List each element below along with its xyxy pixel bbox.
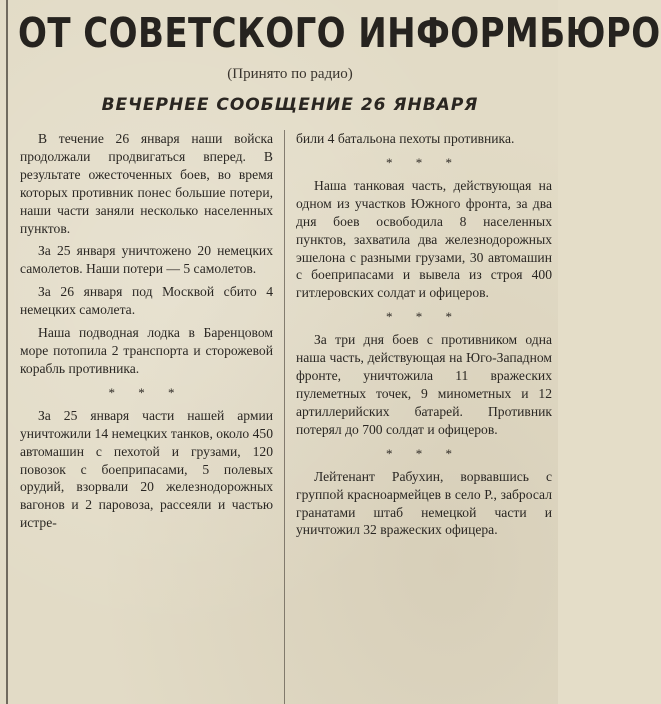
section-separator: * * * [386,309,462,325]
right-column [296,130,552,704]
section-separator: * * * [108,384,185,400]
paragraph-offensive: В течение 26 января наши войска продолжали продвигаться вперед. В результате ожесточенных боев, во время которых противник понес большие потери, наши части заняли несколько населенных пунктов. [20,131,273,236]
paragraph-aircraft-moscow: За 26 января под Москвой сбито 4 немецких самолета. [20,284,273,318]
headline: ОТ СОВЕТСКОГО ИНФОРМБЮРО [18,9,661,57]
paragraph-lieutenant: Лейтенант Рабухин, ворвавшись с группой красноармейцев в село Р., забросал гранатами штаб немецкой части и уничтожил 32 вражеских офицера. [296,468,552,538]
paragraph-submarine: Наша подводная лодка в Баренцовом море потопила 2 транспорта и сторожевой корабль противника. [20,325,273,376]
paragraph-army-losses: За 25 января части нашей армии уничтожили 14 немецких танков, около 450 автомашин с пехотой и грузами, 120 повозок с боеприпасами, 5 полевых орудий, взорвали 20 железнодорожных вагонов и 2 паровоза, рассеяли и частью истре- [20,407,273,531]
column-divider [284,130,285,704]
paragraph-aircraft-jan25: За 25 января уничтожено 20 немецких самолетов. Наши потери — 5 самолетов. [20,243,273,277]
section-separator: * * * [386,154,462,170]
section-separator: * * * [386,445,462,461]
subheadline: (Принято по радио) [227,66,353,82]
paragraph-continuation: били 4 батальона пехоты противника. [296,131,515,146]
left-column [20,130,273,704]
edition-title: ВЕЧЕРНЕЕ СООБЩЕНИЕ 26 ЯНВАРЯ [101,95,479,115]
paragraph-southwest-front: За три дня боев с противником одна наша часть, действующая на Юго-Западном фронте, уничтожила 11 вражеских пулеметных точек, 9 минометных и 12 артиллерийских батарей. Противник потерял до 700 солдат и офицеров. [296,332,552,437]
paragraph-tank-unit: Наша танковая часть, действующая на одном из участков Южного фронта, за два дня боев освободила 8 населенных пунктов, захватила два железнодорожных эшелона с разными грузами, 30 автомашин с боеприпасами и вывела из строя 400 гитлеровских солдат и офицеров. [296,177,552,301]
